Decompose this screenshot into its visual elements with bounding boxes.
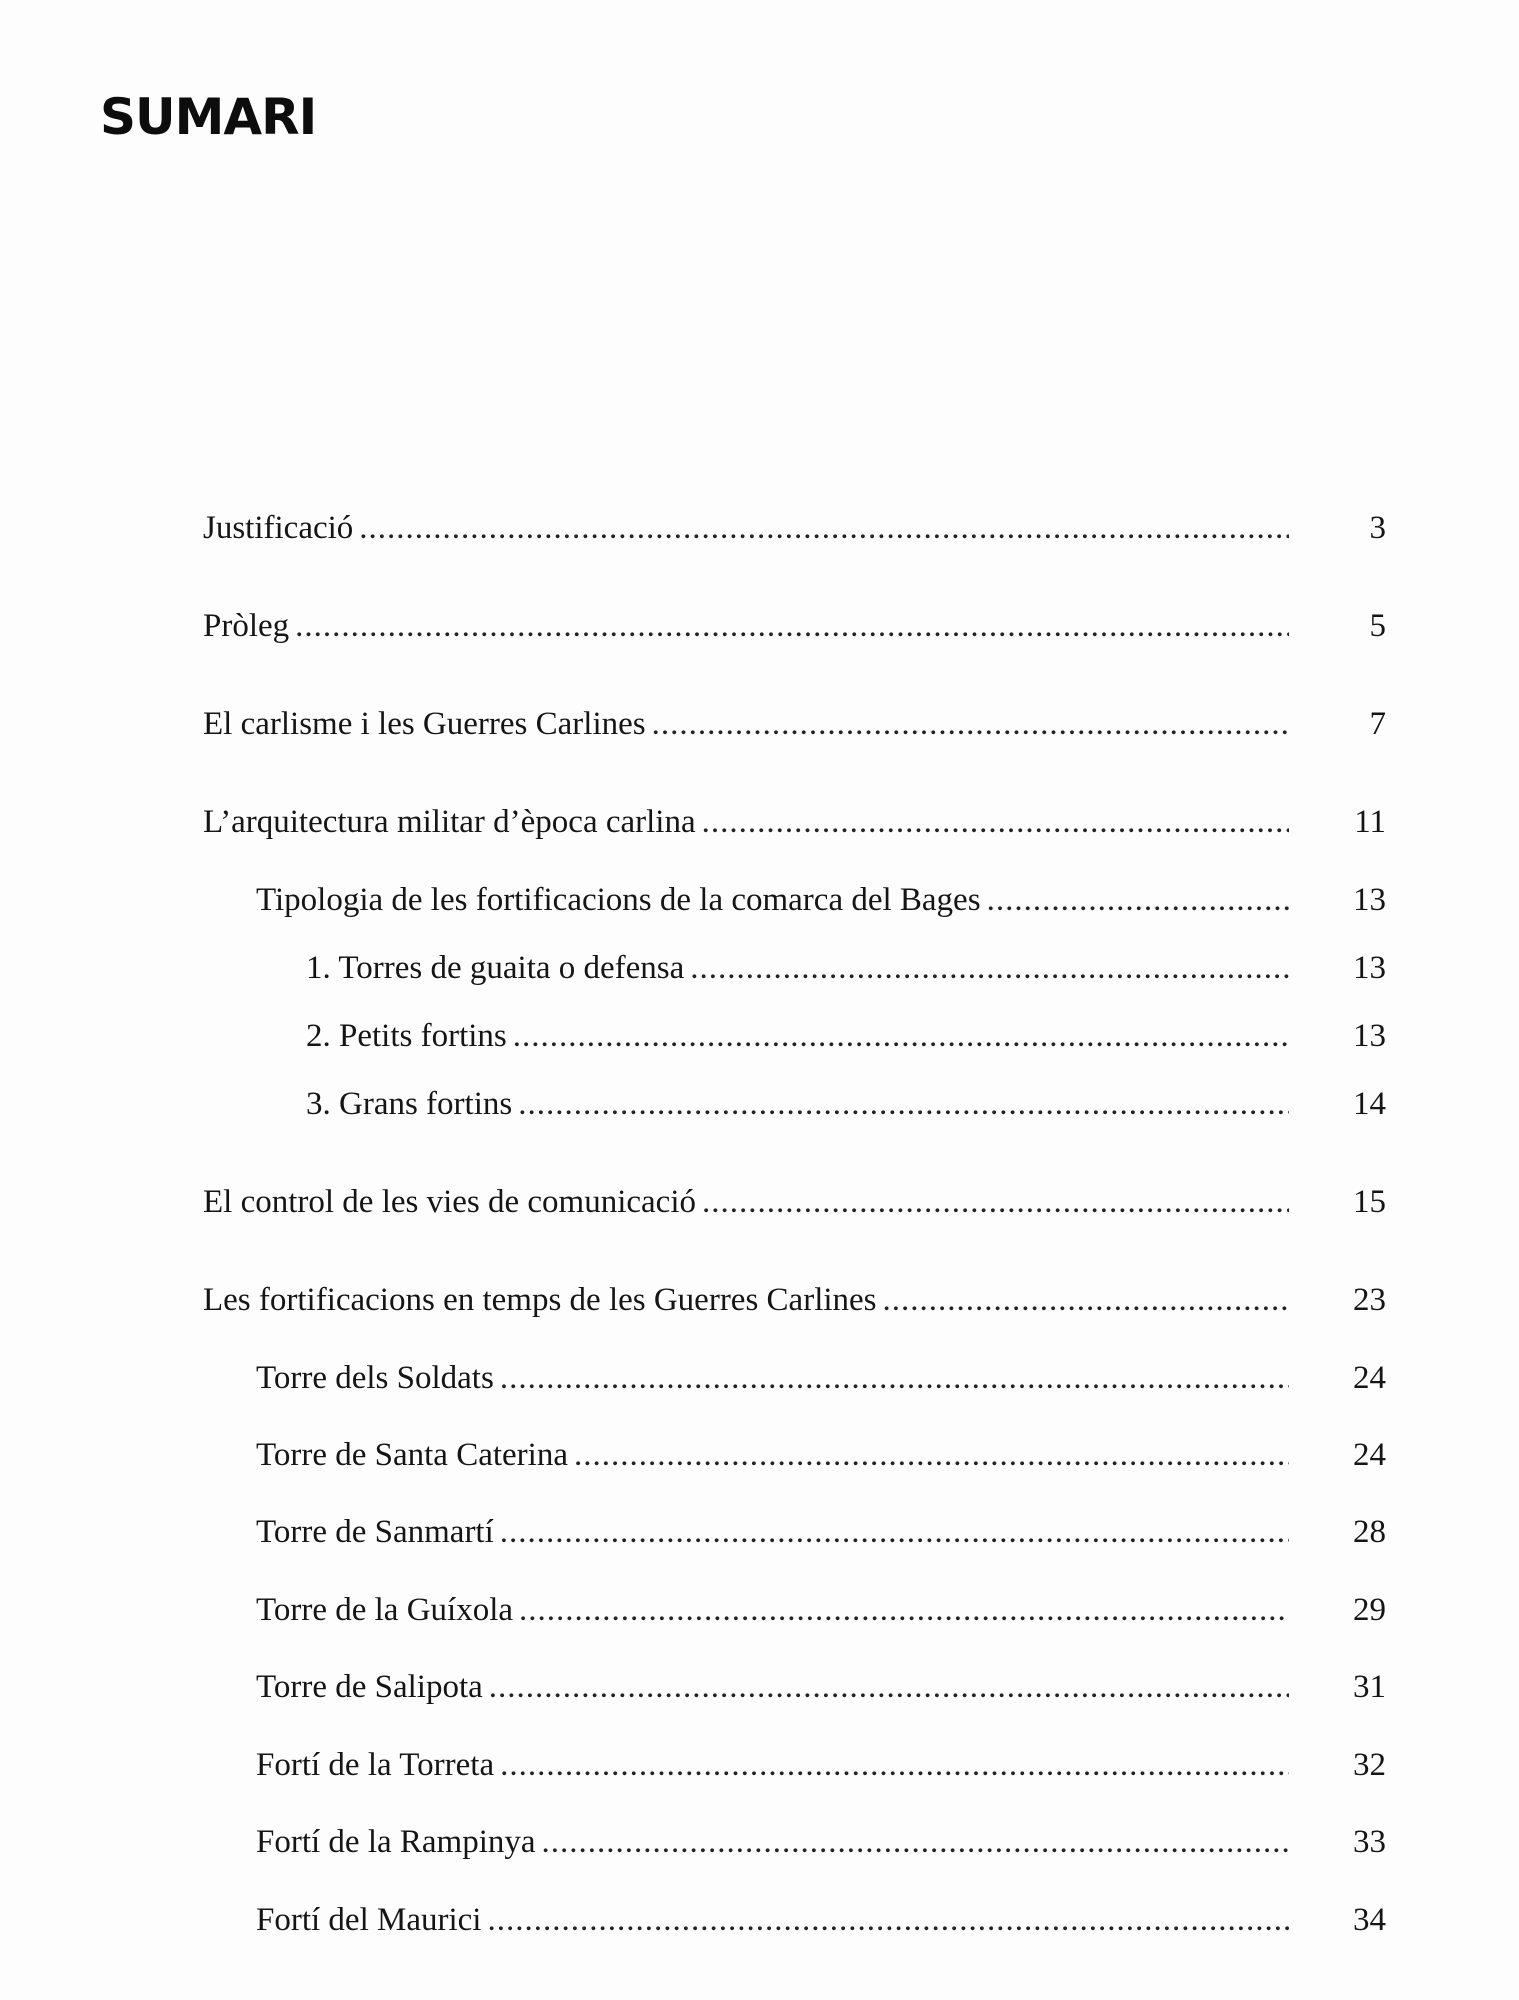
dot-leader xyxy=(690,948,1289,988)
toc-entry-page: 3 xyxy=(1369,510,1386,546)
dot-leader xyxy=(542,1822,1289,1862)
dot-leader xyxy=(652,704,1289,744)
toc-entry-title: Torre dels Soldats xyxy=(256,1360,494,1396)
toc-entry-page: 13 xyxy=(1353,882,1386,918)
toc-entry-page: 24 xyxy=(1353,1437,1386,1473)
toc-entry-title: 1. Torres de guaita o defensa xyxy=(306,950,685,986)
toc-entry-title: Les fortificacions en temps de les Guerres Carlines xyxy=(203,1282,877,1318)
dot-leader xyxy=(702,802,1289,842)
toc-entry xyxy=(256,872,1293,920)
dot-leader xyxy=(883,1280,1289,1320)
toc-entry xyxy=(306,1008,1293,1056)
toc-entry-title: Torre de la Guíxola xyxy=(256,1592,514,1628)
toc-entry-title: Tipologia de les fortificacions de la comarca del Bages xyxy=(256,882,981,918)
dot-leader xyxy=(487,1900,1289,1940)
toc-entry-page: 23 xyxy=(1353,1282,1386,1318)
toc-entry-title: Fortí de la Torreta xyxy=(256,1747,495,1783)
toc-entry xyxy=(256,1350,1293,1398)
toc-entry xyxy=(203,696,1293,744)
toc-entry xyxy=(256,1427,1293,1475)
dot-leader xyxy=(295,606,1289,646)
toc-entry-title: L’arquitectura militar d’època carlina xyxy=(203,804,696,840)
dot-leader xyxy=(518,1084,1289,1124)
toc-entry-page: 14 xyxy=(1353,1086,1386,1122)
toc-entry-page: 29 xyxy=(1353,1592,1386,1628)
toc-entry-title: 3. Grans fortins xyxy=(306,1086,513,1122)
toc-entry xyxy=(203,1272,1293,1320)
toc-entry-page: 24 xyxy=(1353,1360,1386,1396)
dot-leader xyxy=(519,1590,1289,1630)
toc-entry-title: Torre de Sanmartí xyxy=(256,1514,494,1550)
toc-entry xyxy=(256,1504,1293,1552)
dot-leader xyxy=(489,1667,1289,1707)
toc-entry-title: Fortí del Maurici xyxy=(256,1902,482,1938)
toc-entry-page: 5 xyxy=(1369,608,1386,644)
toc-entry xyxy=(203,794,1293,842)
toc-entry xyxy=(256,1582,1293,1630)
dot-leader xyxy=(359,508,1289,548)
toc-entry-page: 33 xyxy=(1353,1824,1386,1860)
dot-leader xyxy=(702,1182,1289,1222)
toc-entry xyxy=(256,1659,1293,1707)
toc-entry-page: 31 xyxy=(1353,1669,1386,1705)
dot-leader xyxy=(500,1512,1289,1552)
toc-entry-page: 34 xyxy=(1353,1902,1386,1938)
toc-entry-page: 32 xyxy=(1353,1747,1386,1783)
toc-entry-title: El control de les vies de comunicació xyxy=(203,1184,697,1220)
dot-leader xyxy=(513,1016,1289,1056)
toc-entry-title: Justificació xyxy=(203,510,354,546)
page-title: SUMARI xyxy=(100,88,317,146)
toc-entry xyxy=(203,500,1293,548)
toc-entry xyxy=(306,940,1293,988)
toc-entry-page: 13 xyxy=(1353,950,1386,986)
dot-leader xyxy=(500,1745,1289,1785)
toc-entry xyxy=(306,1076,1293,1124)
toc-entry-page: 28 xyxy=(1353,1514,1386,1550)
toc-entry xyxy=(256,1814,1293,1862)
toc-entry-title: 2. Petits fortins xyxy=(306,1018,507,1054)
dot-leader xyxy=(987,880,1289,920)
toc-entry-title: Torre de Santa Caterina xyxy=(256,1437,568,1473)
toc-entry-page: 11 xyxy=(1354,804,1386,840)
toc-entry xyxy=(256,1737,1293,1785)
toc-entry-title: El carlisme i les Guerres Carlines xyxy=(203,706,646,742)
toc-entry xyxy=(256,1892,1293,1940)
toc-entry xyxy=(203,1174,1293,1222)
toc-entry xyxy=(203,598,1293,646)
toc-entry-title: Fortí de la Rampinya xyxy=(256,1824,536,1860)
toc-entry-page: 13 xyxy=(1353,1018,1386,1054)
toc-entry-title: Pròleg xyxy=(203,608,290,644)
dot-leader xyxy=(500,1358,1289,1398)
toc-entry-title: Torre de Salipota xyxy=(256,1669,483,1705)
toc-entry-page: 7 xyxy=(1369,706,1386,742)
toc-entry-page: 15 xyxy=(1353,1184,1386,1220)
dot-leader xyxy=(574,1435,1289,1475)
